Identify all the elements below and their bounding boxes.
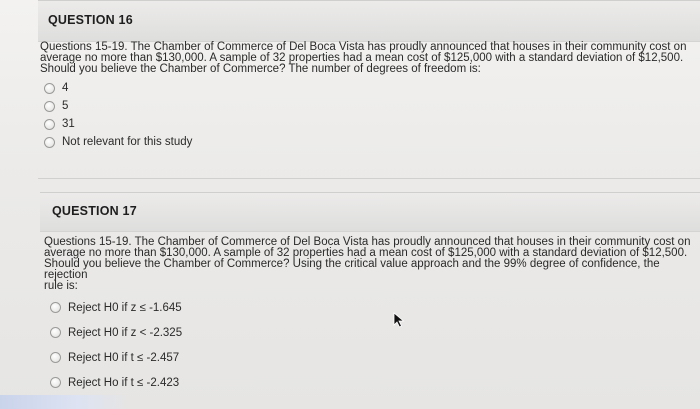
option-label: 31 <box>62 118 75 130</box>
question-16-text-line: Should you believe the Chamber of Commerce? The number of degrees of freedom is: <box>40 63 481 75</box>
question-17-text-line: Questions 15-19. The Chamber of Commerce of Del Boca Vista has proudly announced that houses in their community cost on <box>44 236 691 248</box>
option-label: Reject H0 if z < -2.325 <box>68 326 183 339</box>
option-label: Not relevant for this study <box>62 136 193 148</box>
question-16-option[interactable] <box>44 133 192 151</box>
radio-button-icon[interactable] <box>44 137 55 148</box>
option-label: Reject Ho if t ≤ -2.423 <box>68 376 180 389</box>
question-17-option[interactable] <box>50 320 182 345</box>
question-divider <box>38 178 700 179</box>
question-17-option[interactable] <box>50 295 182 320</box>
question-16-option[interactable] <box>44 79 192 97</box>
question-17-title: QUESTION 17 <box>52 204 137 218</box>
question-16-text <box>40 42 686 75</box>
question-16-title: QUESTION 16 <box>48 13 133 27</box>
mouse-pointer-icon <box>393 312 405 328</box>
option-label: Reject H0 if t ≤ -2.457 <box>68 351 180 364</box>
question-17-text <box>44 237 700 292</box>
question-17-option[interactable] <box>50 345 182 370</box>
radio-button-icon[interactable] <box>44 119 55 130</box>
question-16-header <box>38 0 700 42</box>
question-16-option[interactable] <box>44 115 192 133</box>
option-label: 4 <box>62 82 69 94</box>
question-17-text-line: rule is: <box>44 280 78 292</box>
option-label: Reject H0 if z ≤ -1.645 <box>68 301 182 314</box>
question-17-header <box>40 192 700 232</box>
question-17-text-line: Should you believe the Chamber of Commerce? Using the critical value approach and the 99% degree of confidence, the rejection <box>44 258 660 281</box>
radio-button-icon[interactable] <box>44 101 55 112</box>
question-17-options <box>50 295 182 395</box>
question-16-option[interactable] <box>44 97 192 115</box>
question-16-text-line: Questions 15-19. The Chamber of Commerce of Del Boca Vista has proudly announced that houses in their community cost on <box>40 41 687 53</box>
radio-button-icon[interactable] <box>50 377 61 388</box>
radio-button-icon[interactable] <box>44 83 55 94</box>
radio-button-icon[interactable] <box>50 327 61 338</box>
question-17-option[interactable] <box>50 370 182 395</box>
question-16-options <box>44 79 192 151</box>
radio-button-icon[interactable] <box>50 302 61 313</box>
bottom-edge-band <box>0 395 130 409</box>
radio-button-icon[interactable] <box>50 352 61 363</box>
option-label: 5 <box>62 100 69 112</box>
question-17-text-line: average no more than $130,000. A sample of 32 properties had a mean cost of $125,000 with a standard deviation of $12,500. <box>44 247 688 259</box>
question-16-text-line: average no more than $130,000. A sample of 32 properties had a mean cost of $125,000 with a standard deviation of $12,500. <box>40 52 684 64</box>
